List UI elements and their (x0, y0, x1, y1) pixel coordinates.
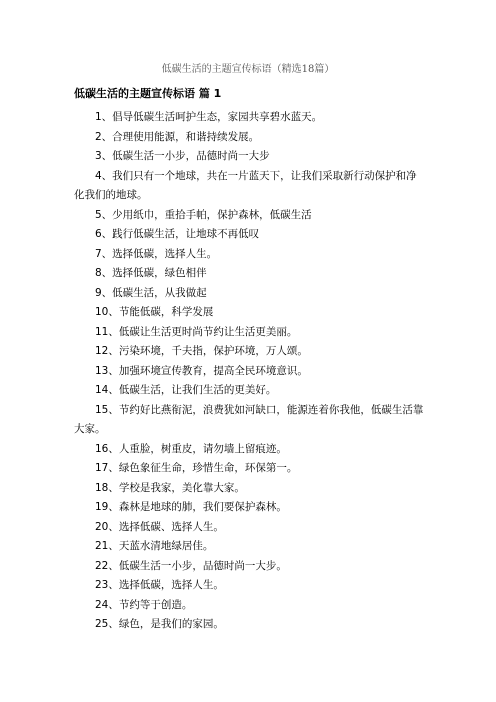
list-item: 11、低碳让生活更时尚节约让生活更美丽。 (95, 325, 298, 338)
list-item: 8、选择低碳，绿色相伴 (95, 267, 207, 279)
list-item: 16、人重脸，树重皮，请勿墙上留痕迹。 (95, 442, 287, 455)
list-item: 9、低碳生活，从我做起 (95, 286, 207, 299)
list-item: 14、低碳生活，让我们生活的更美好。 (95, 384, 277, 396)
list-item: 7、选择低碳，选择人生。 (95, 247, 218, 260)
list-item: 23、选择低碳，选择人生。 (95, 579, 224, 591)
list-item: 17、绿色象征生命，珍惜生命，环保第一。 (95, 462, 298, 474)
list-item: 5、少用纸巾，重拾手帕，保护森林，低碳生活 (95, 208, 312, 221)
list-item: 10、节能低碳，科学发展 (95, 306, 214, 318)
list-item: 2、合理使用能源，和谐持续发展。 (95, 130, 260, 143)
list-item: 24、节约等于创造。 (95, 598, 193, 611)
list-item: 4、我们只有一个地球，共在一片蓝天下，让我们采取新行动保护和净化我们的地球。 (74, 169, 417, 201)
list-item: 6、践行低碳生活，让地球不再低叹 (95, 228, 260, 240)
list-item: 18、学校是我家，美化靠大家。 (95, 481, 245, 494)
list-item: 1、倡导低碳生活呵护生态，家园共享碧水蓝天。 (95, 111, 323, 123)
section-heading: 低碳生活的主题宣传标语 篇 1 (74, 87, 222, 100)
list-item: 3、低碳生活一小步，品德时尚一大步 (95, 150, 270, 162)
list-item: 20、选择低碳、选择人生。 (95, 520, 224, 533)
list-item: 13、加强环境宣传教育，提高全民环境意识。 (95, 364, 308, 377)
slogan-list (74, 108, 424, 635)
list-item: 19、森林是地球的肺，我们要保护森林。 (95, 501, 287, 513)
list-item: 15、节约好比燕衔泥，浪费犹如河缺口，能源连着你我他，低碳生活靠大家。 (74, 403, 424, 435)
list-item: 25、绿色，是我们的家园。 (95, 618, 224, 630)
list-item: 12、污染环境，千夫指，保护环境，万人颂。 (95, 345, 308, 357)
document-title: 低碳生活的主题宣传标语（精选18篇） (161, 64, 335, 75)
list-item: 22、低碳生活一小步，品德时尚一大步。 (95, 559, 287, 572)
list-item: 21、天蓝水清地绿居佳。 (95, 540, 214, 552)
